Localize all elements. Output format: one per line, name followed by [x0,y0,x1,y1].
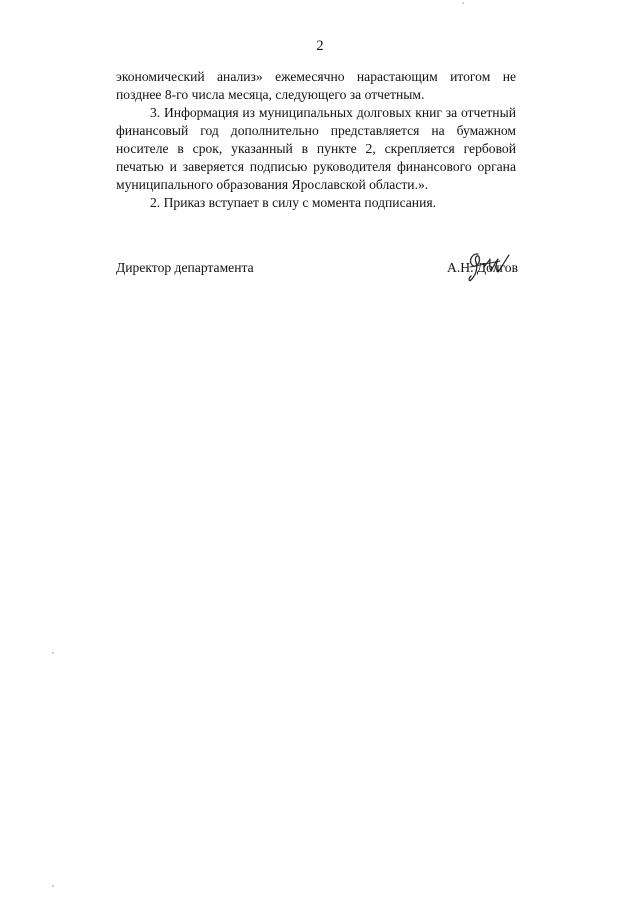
paragraph-item-3: 3. Информация из муниципальных долговых книг за отчетный финансовый год дополнительно представляется на бумажном носителе в срок, указанный в пункте 2, скрепляется гербовой печатью и заверяется подписью руководителя финансового органа муниципального образования Ярославской области.». [116,105,516,192]
document-body [116,68,516,212]
signature-block [116,258,516,282]
scan-artifact [52,652,54,654]
scan-artifact [462,2,464,4]
signatory-name: А.Н. Долгов [447,260,518,275]
paragraph-continuation: экономический анализ» ежемесячно нарастающим итогом не позднее 8-го числа месяца, следующего за отчетным. [116,69,516,102]
signatory-title: Директор департамента [116,260,254,275]
paragraph-order-effect: 2. Приказ вступает в силу с момента подписания. [150,195,436,210]
scan-artifact [52,885,54,887]
page-number: 2 [316,38,324,54]
